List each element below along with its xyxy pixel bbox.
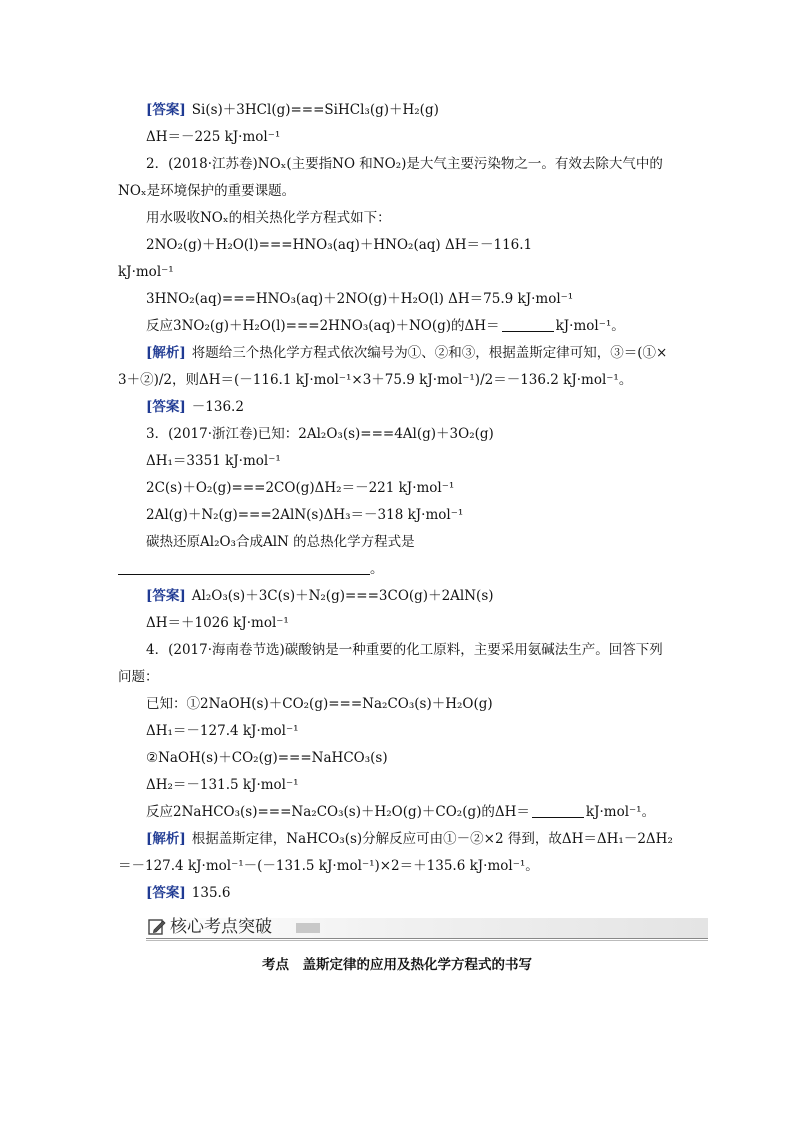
text-line: 用水吸收NOₓ的相关热化学方程式如下： xyxy=(146,210,391,226)
text-line: ΔH＝－225 kJ·mol⁻¹ xyxy=(146,129,281,145)
fill-blank-line: 反应3NO₂(g)＋H₂O(l)===2HNO₃(aq)＋NO(g)的ΔH＝ kJ·mol⁻¹。 xyxy=(146,318,625,334)
question-4-line: 4．(2017·海南卷节选)碳酸钠是一种重要的化工原料，主要采用氨碱法生产。回答下列 xyxy=(146,642,663,658)
text-line: NOₓ是环境保护的重要课题。 xyxy=(118,183,296,199)
banner-title: 核心考点突破 xyxy=(170,917,272,937)
pencil-note-icon xyxy=(148,918,166,936)
question-3-line: 3．(2017·浙江卷)已知：2Al₂O₃(s)===4Al(g)＋3O₂(g) xyxy=(146,426,494,442)
answer-line: [答案] Si(s)＋3HCl(g)===SiHCl₃(g)＋H₂(g) xyxy=(146,102,439,118)
answer-line: [答案] Al₂O₃(s)＋3C(s)＋N₂(g)===3CO(g)＋2AlN(s) xyxy=(146,588,494,604)
text-line: 3＋②)/2，则ΔH＝(－116.1 kJ·mol⁻¹×3＋75.9 kJ·mol⁻¹)/2＝－136.2 kJ·mol⁻¹。 xyxy=(118,372,633,388)
answer-blank xyxy=(118,560,370,575)
answer-tag: [答案] xyxy=(146,885,186,901)
answer-line: [答案] －136.2 xyxy=(146,399,244,415)
equation-line: 3HNO₂(aq)===HNO₃(aq)＋2NO(g)＋H₂O(l) ΔH＝75.9 kJ·mol⁻¹ xyxy=(146,291,574,307)
banner-rule xyxy=(146,940,708,941)
fill-blank-line: 反应2NaHCO₃(s)===Na₂CO₃(s)＋H₂O(g)＋CO₂(g)的ΔH＝ kJ·mol⁻¹。 xyxy=(146,804,656,820)
text-line: kJ·mol⁻¹ xyxy=(118,264,174,280)
answer-line: [答案] 135.6 xyxy=(146,885,231,901)
banner-rule xyxy=(146,938,708,939)
answer-blank xyxy=(532,804,584,818)
analysis-tag: [解析] xyxy=(146,831,186,847)
banner-accent-block xyxy=(296,923,320,933)
text-line: 问题： xyxy=(118,669,159,685)
text-line: ＝－127.4 kJ·mol⁻¹－(－131.5 kJ·mol⁻¹)×2＝＋135.6 kJ·mol⁻¹。 xyxy=(118,858,539,874)
answer-tag: [答案] xyxy=(146,399,186,415)
text-line: ΔH₂＝－131.5 kJ·mol⁻¹ xyxy=(146,777,299,793)
analysis-line: [解析] 将题给三个热化学方程式依次编号为①、②和③，根据盖斯定律可知，③＝(①× xyxy=(146,345,668,361)
analysis-tag: [解析] xyxy=(146,345,186,361)
text-line: ΔH₁＝3351 kJ·mol⁻¹ xyxy=(146,453,281,469)
equation-line: 2Al(g)＋N₂(g)===2AlN(s)ΔH₃＝－318 kJ·mol⁻¹ xyxy=(146,507,464,523)
text-line: ΔH₁＝－127.4 kJ·mol⁻¹ xyxy=(146,723,299,739)
equation-line: ②NaOH(s)＋CO₂(g)===NaHCO₃(s) xyxy=(146,750,388,766)
analysis-line: [解析] 根据盖斯定律，NaHCO₃(s)分解反应可由①－②×2 得到，故ΔH＝ΔH₁－2ΔH₂ xyxy=(146,831,673,847)
answer-tag: [答案] xyxy=(146,588,186,604)
equation-line: 2C(s)＋O₂(g)===2CO(g)ΔH₂＝－221 kJ·mol⁻¹ xyxy=(146,480,455,496)
section-banner xyxy=(146,914,708,940)
text-line: ΔH＝＋1026 kJ·mol⁻¹ xyxy=(146,615,289,631)
text-line: 碳热还原Al₂O₃合成AlN 的总热化学方程式是 xyxy=(146,534,415,550)
question-2-line: 2．(2018·江苏卷)NOₓ(主要指NO 和NO₂)是大气主要污染物之一。有效去除大气中的 xyxy=(146,156,663,172)
section-subtitle: 考点 盖斯定律的应用及热化学方程式的书写 xyxy=(262,957,532,973)
equation-line: 2NO₂(g)＋H₂O(l)===HNO₃(aq)＋HNO₂(aq) ΔH＝－116.1 xyxy=(146,237,533,253)
answer-tag: [答案] xyxy=(146,102,186,118)
answer-blank xyxy=(502,318,554,332)
fill-blank-line: 。 xyxy=(118,559,384,579)
equation-line: 已知：①2NaOH(s)＋CO₂(g)===Na₂CO₃(s)＋H₂O(g) xyxy=(146,696,493,712)
